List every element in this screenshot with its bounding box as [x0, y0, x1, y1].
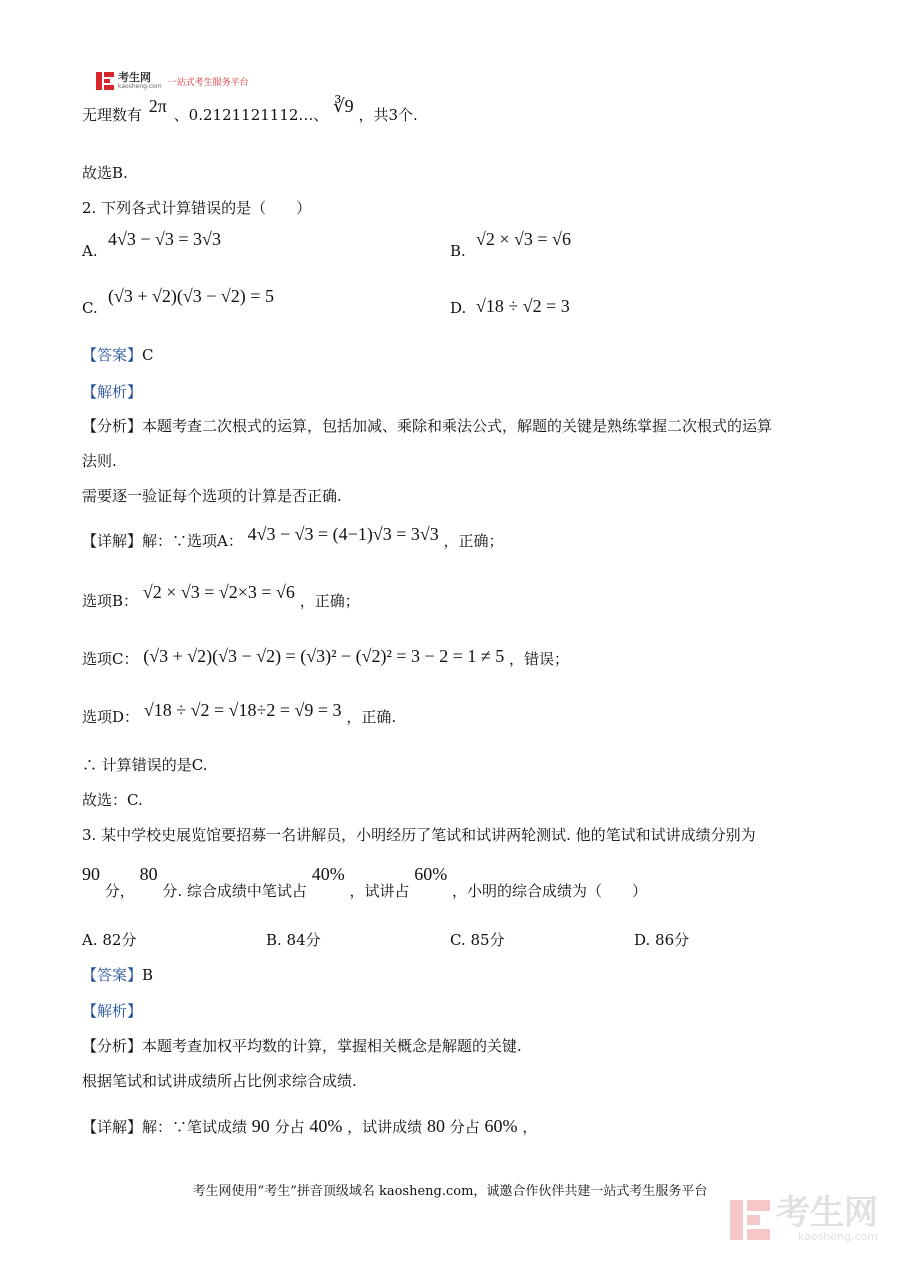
q2-detail-a	[82, 524, 504, 551]
q3-answer	[82, 964, 153, 985]
math: 80	[139, 864, 158, 884]
math: 90	[82, 864, 100, 884]
math: (√3 + √2)(√3 − √2) = (√3)² − (√2)² = 3 − 2 = 1 ≠ 5	[143, 646, 505, 666]
choose-b: 故选B.	[82, 164, 128, 182]
text: 选项D：	[82, 708, 140, 726]
text: 分占	[449, 1118, 480, 1136]
logo-name: 考生网	[118, 71, 151, 84]
text: ，小明的综合成绩为（ ）	[452, 882, 648, 900]
q2-option-a-label: A.	[82, 242, 98, 260]
math: √2 × √3 = √2×3 = √6	[142, 582, 295, 602]
text: 【详解】解：∵选项A：	[82, 532, 243, 550]
q3-option-c: C. 85分	[450, 931, 505, 949]
text: 选项C：	[82, 650, 139, 668]
text: 分. 综合成绩中笔试占	[162, 882, 307, 900]
watermark-domain: kaosheng.com	[797, 1230, 878, 1243]
q2-option-c: (√3 + √2)(√3 − √2) = 5	[108, 286, 274, 306]
text: ，正确.	[346, 708, 397, 726]
q3-option-a: A. 82分	[82, 931, 137, 949]
q2-option-b-label: B.	[450, 242, 466, 260]
math-cbrt9: ∛9	[333, 96, 354, 116]
watermark-mark-icon	[730, 1200, 770, 1240]
text: 【详解】解：∵笔试成绩	[82, 1118, 248, 1136]
answer-value: B	[142, 966, 154, 984]
math: 60%	[414, 864, 448, 884]
watermark-name: 考生网	[776, 1193, 878, 1233]
q3-option-d: D. 86分	[634, 931, 690, 949]
math: 90	[251, 1116, 270, 1136]
question-2-stem: 2. 下列各式计算错误的是（ ）	[82, 199, 312, 217]
logo-mark-icon	[96, 72, 114, 90]
question-3-stem: 3. 某中学校史展览馆要招募一名讲解员，小明经历了笔试和试讲两轮测试. 他的笔试和试讲成绩分别为	[82, 826, 756, 844]
q3-analysis-2: 根据笔试和试讲成绩所占比例求综合成绩.	[82, 1072, 357, 1090]
q3-detail	[82, 1116, 537, 1137]
answer-value: C	[142, 346, 154, 364]
text: ，	[522, 1118, 538, 1136]
question-3-stem-2	[82, 864, 648, 900]
math: √18 ÷ √2 = √18÷2 = √9 = 3	[143, 700, 342, 720]
q2-option-c-label: C.	[82, 299, 98, 317]
text: ，共3个.	[358, 106, 418, 124]
text: ，错误；	[509, 650, 570, 668]
text: ，试讲成绩	[347, 1118, 423, 1136]
logo-domain: kaosheng.com	[118, 83, 162, 90]
text: 、0.2121121112…、	[173, 106, 329, 124]
q2-option-d-label: D.	[450, 299, 467, 317]
text: 选项B：	[82, 592, 139, 610]
math: 4√3 − √3 = (4−1)√3 = 3√3	[247, 524, 439, 544]
math: 40%	[311, 864, 345, 884]
q2-analysis-2: 法则.	[82, 452, 117, 470]
q2-therefore: ∴ 计算错误的是C.	[82, 756, 208, 774]
q2-detail-d	[82, 700, 397, 727]
q3-analysis-1: 【分析】本题考查加权平均数的计算，掌握相关概念是解题的关键.	[82, 1037, 522, 1055]
q3-analysis-tag: 【解析】	[82, 1002, 143, 1020]
text: ，正确；	[443, 532, 504, 550]
q2-detail-c	[82, 648, 569, 669]
math: 60%	[484, 1116, 518, 1136]
answer-tag: 【答案】	[82, 346, 143, 364]
q2-answer	[82, 344, 154, 365]
text: 无理数有	[82, 106, 143, 124]
math-2pi: 2π	[148, 96, 167, 116]
q2-option-a: 4√3 − √3 = 3√3	[108, 229, 221, 249]
header-logo	[96, 72, 249, 90]
watermark-logo	[730, 1193, 878, 1243]
q2-option-b: √2 × √3 = √6	[476, 229, 571, 249]
math: 40%	[309, 1116, 343, 1136]
q3-option-b: B. 84分	[266, 931, 321, 949]
text: ，试讲占	[349, 882, 410, 900]
q2-analysis-tag: 【解析】	[82, 383, 143, 401]
q2-analysis-3: 需要逐一验证每个选项的计算是否正确.	[82, 487, 342, 505]
q2-choose: 故选：C.	[82, 791, 143, 809]
math: 80	[426, 1116, 445, 1136]
q2-analysis-1: 【分析】本题考查二次根式的运算，包括加减、乘除和乘法公式，解题的关键是熟练掌握二次根式的运算	[82, 417, 773, 435]
q2-detail-b	[82, 582, 360, 611]
text: 分占	[274, 1118, 305, 1136]
page-footer: 考生网使用“考生”拼音顶级域名 kaosheng.com，诚邀合作伙伴共建一站式考生服务平台	[192, 1184, 708, 1199]
irrational-line	[82, 96, 418, 125]
q2-option-d: √18 ÷ √2 = 3	[476, 296, 570, 316]
logo-slogan: 一站式考生服务平台	[167, 77, 249, 88]
answer-tag: 【答案】	[82, 966, 143, 984]
text: 分，	[104, 882, 135, 900]
text: ，正确；	[299, 592, 360, 610]
